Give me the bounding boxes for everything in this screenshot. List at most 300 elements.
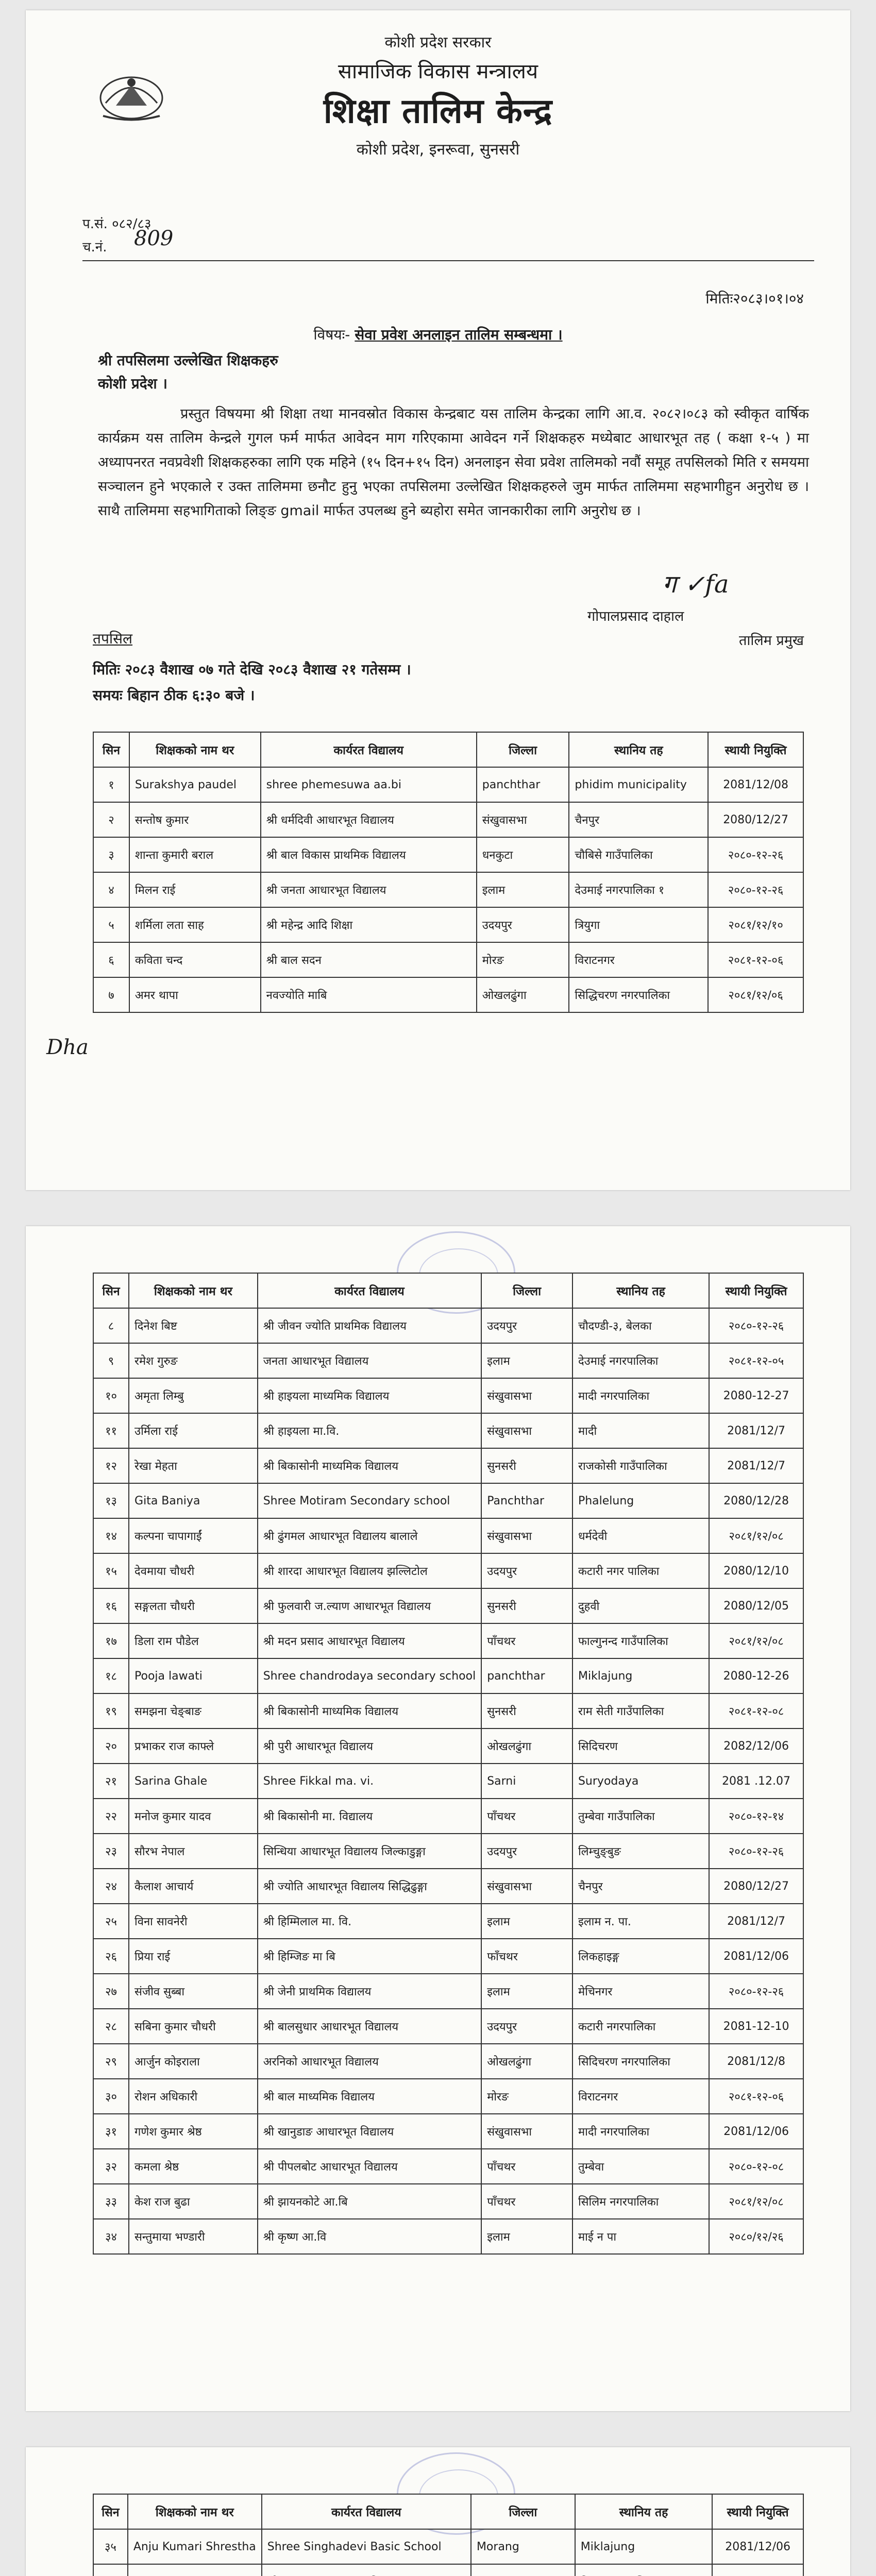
table-row — [93, 977, 803, 1012]
table-row — [93, 2184, 803, 2219]
teacher-name-cell: मिलन राई — [129, 872, 261, 907]
district-header: जिल्ला — [481, 1273, 572, 1308]
local-level-cell: सिदिचरण नगरपालिका — [572, 2044, 709, 2079]
serial-number-header: सिन — [93, 2494, 128, 2529]
teacher-name-cell: देवमाया चौधरी — [129, 1553, 258, 1588]
schedule-date: मितिः २०८३ वैशाख ०७ गते देखि २०८३ वैशाख २१ गतेसम्म । — [93, 661, 411, 678]
local-level-cell: तुम्बेवा गाउँपालिका — [572, 1799, 709, 1834]
appointment-date-cell: 2081/12/08 — [708, 767, 803, 802]
school-cell: सिन्धिया आधारभूत विद्यालय जिल्काडुङ्गा — [258, 1834, 481, 1869]
district-cell: पाँचथर — [481, 2184, 572, 2219]
teacher-name-cell: सबिना कुमार चौधरी — [129, 2009, 258, 2044]
local-level-header: स्थानिय तह — [572, 1273, 709, 1308]
district-cell: इलाम — [481, 1343, 572, 1378]
school-cell: श्री हिम्जिङ मा बि — [258, 1939, 481, 1974]
teacher-name-cell: सन्तोष कुमार — [129, 802, 261, 837]
serial-number-cell: १० — [93, 1378, 129, 1413]
trainee-table-2 — [93, 1273, 804, 2255]
serial-number-cell: ५ — [93, 907, 129, 942]
district-cell: संखुवासभा — [481, 1378, 572, 1413]
trainee-table-3 — [93, 2494, 804, 2576]
school-cell: Shree Motiram Secondary school — [258, 1483, 481, 1518]
teacher-name-cell: Sarina Ghale — [129, 1764, 258, 1799]
subject-line — [26, 325, 850, 344]
appointment-date-cell: 2080-12-27 — [709, 1378, 803, 1413]
table-row — [93, 767, 803, 802]
school-cell: श्री पुरी आधारभूत विद्यालय — [258, 1728, 481, 1764]
serial-number-cell: ८ — [93, 1308, 129, 1343]
teacher-name-cell: आर्जुन कोइराला — [129, 2044, 258, 2079]
district-cell: उदयपुर — [481, 1553, 572, 1588]
local-level-cell: मादी — [572, 1413, 709, 1448]
district-cell: इलाम — [481, 1974, 572, 2009]
district-cell: फाँचथर — [481, 1939, 572, 1974]
appointment-date-cell: २०८०-१२-२६ — [708, 837, 803, 872]
appointment-date-cell: 2080/12/28 — [709, 1483, 803, 1518]
addressee-line-2: कोशी प्रदेश । — [98, 375, 167, 392]
local-level-cell: राम सेती गाउँपालिका — [572, 1693, 709, 1728]
school-cell: श्री मदन प्रसाद आधारभूत विद्यालय — [258, 1623, 481, 1658]
appointment-date-cell: २०८१/१२/१० — [708, 907, 803, 942]
serial-number-cell: ३२ — [93, 2149, 129, 2184]
teacher-name-header: शिक्षकको नाम थर — [129, 732, 261, 767]
subject-text: सेवा प्रवेश अनलाइन तालिम सम्बन्धमा । — [355, 326, 563, 343]
appointment-date-cell: २०८०-१२-०८ — [709, 2149, 803, 2184]
letter-body: प्रस्तुत विषयमा श्री शिक्षा तथा मानवस्रोत विकास केन्द्रबाट यस तालिम केन्द्रका लागि आ.व. २०८२।०८३ को स्वीकृत वार्षिक कार्यक्रम यस तालिम केन्द्रले गुगल फर्म मार्फत आवेदन माग गरिएकामा आवेदन गर्ने शिक्षकहरु मध्येबाट आधारभूत तह ( कक्षा १-५ ) मा अध्यापनरत नवप्रवेशी शिक्षकहरुका लागि एक महिने (१५ दिन+१५ दिन) अनलाइन सेवा प्रवेश तालिमको नवौं समूह तपसिलको मिति र समयमा सञ्चालन हुने भएकाले र उक्त तालिममा छनौट हुनु भएका तपसिलमा उल्लेखित शिक्षकहरुले जुम मार्फत तालिममा सहभागीहुन अनुरोध छ । साथै तालिममा सहभागिताको लिङ्ङ gmail मार्फत उपलब्ध हुने ब्यहोरा समेत जानकारीका लागि अनुरोध छ । — [98, 406, 809, 519]
local-level-cell: लिम्चुङ्बुङ — [572, 1834, 709, 1869]
serial-number-cell: २३ — [93, 1834, 129, 1869]
district-cell: ओखलढुंगा — [481, 2044, 572, 2079]
district-cell: Sarni — [481, 1764, 572, 1799]
local-level-cell: सिद्धिचरण नगरपालिका — [569, 977, 708, 1012]
teacher-name-cell: Pooja lawati — [129, 1658, 258, 1693]
district-cell: उदयपुर — [477, 907, 569, 942]
table-row — [93, 2044, 803, 2079]
local-level-cell: विराटनगर — [569, 942, 708, 977]
teacher-name-cell: दिनेश बिष्ट — [129, 1308, 258, 1343]
local-level-cell: सिलिम नगरपालिका — [572, 2184, 709, 2219]
appointment-date-cell: 2080/12/10 — [709, 1553, 803, 1588]
table-row — [93, 1483, 803, 1518]
teacher-name-cell: कविता चन्द — [129, 942, 261, 977]
appointment-date-cell: २०८१-१२-०६ — [709, 2079, 803, 2114]
appointment-date-cell: २०८१-१२-०८ — [709, 1693, 803, 1728]
local-level-cell: कटारी नगर पालिका — [572, 1553, 709, 1588]
ministry-name: सामाजिक विकास मन्त्रालय — [338, 60, 538, 83]
teacher-name-cell: सन्तुमाया भण्डारी — [129, 2219, 258, 2254]
letter-date: मितिः२०८३।०१।०४ — [705, 290, 804, 307]
appointment-date-cell: 2081/12/7 — [709, 1448, 803, 1483]
teacher-name-header: शिक्षकको नाम थर — [128, 2494, 262, 2529]
district-cell: सुनसरी — [481, 1448, 572, 1483]
local-level-cell: दुहवी — [572, 1588, 709, 1623]
teacher-name-cell: Anju Kumari Shrestha — [128, 2529, 262, 2564]
school-cell: श्री झायनकोटे आ.बि — [258, 2184, 481, 2219]
school-header: कार्यरत विद्यालय — [261, 732, 477, 767]
school-cell: श्री ज्योति आधारभूत विद्यालय सिद्धिढुङ्गा — [258, 1869, 481, 1904]
appointment-date-cell: 2080/12/27 — [709, 1869, 803, 1904]
appointment-date-header: स्थायी नियुक्ति — [712, 2494, 803, 2529]
school-cell: श्री खानुडाङ आधारभूत विद्यालय — [258, 2114, 481, 2149]
serial-number-header: सिन — [93, 1273, 129, 1308]
school-cell: श्री बिकासोनी माध्यमिक विद्यालय — [258, 1448, 481, 1483]
subject-label: विषयः- — [313, 326, 350, 343]
school-cell: Shree Fikkal ma. vi. — [258, 1764, 481, 1799]
school-header: कार्यरत विद्यालय — [262, 2494, 471, 2529]
teacher-name-cell: कैलाश आचार्य — [129, 1869, 258, 1904]
school-cell: श्री जीवन ज्योति प्राथमिक विद्यालय — [258, 1308, 481, 1343]
table-row — [93, 1728, 803, 1764]
school-cell: श्री बिकासोनी मा. विद्यालय — [258, 1799, 481, 1834]
handwritten-signature: ग ✓fa — [662, 570, 729, 599]
school-cell: श्री बाल माध्यमिक विद्यालय — [258, 2079, 481, 2114]
local-level-cell: phidim municipality — [569, 767, 708, 802]
teacher-name-cell: अमृता लिम्बु — [129, 1378, 258, 1413]
teacher-name-cell: विना सावनेरी — [129, 1904, 258, 1939]
appointment-date-cell — [712, 2564, 803, 2576]
table-header-row — [93, 732, 803, 767]
local-level-cell: Miklajung — [575, 2529, 712, 2564]
table-row — [93, 1974, 803, 2009]
appointment-date-cell: २०८१-१२-०५ — [709, 1343, 803, 1378]
district-cell: संखुवासभा — [477, 802, 569, 837]
serial-number-cell: १७ — [93, 1623, 129, 1658]
district-cell: पाँचथर — [481, 1799, 572, 1834]
local-level-cell: लिकहाइङ्ग — [572, 1939, 709, 1974]
appointment-date-cell: २०८१/१२/०८ — [709, 1623, 803, 1658]
teacher-name-cell: समझना चेङ्बाङ — [129, 1693, 258, 1728]
district-cell: उदयपुर — [481, 1834, 572, 1869]
serial-number-cell: १५ — [93, 1553, 129, 1588]
teacher-name-cell: सङ्गलता चौधरी — [129, 1588, 258, 1623]
table-row — [93, 1413, 803, 1448]
training-center-name: शिक्षा तालिम केन्द्र — [323, 91, 553, 131]
appointment-date-cell: 2081 .12.07 — [709, 1764, 803, 1799]
appointment-date-cell: 2081/12/06 — [709, 1939, 803, 1974]
local-level-cell: त्रियुगा — [569, 907, 708, 942]
serial-number-cell: २४ — [93, 1869, 129, 1904]
serial-number-cell: ३१ — [93, 2114, 129, 2149]
appointment-date-cell: 2080-12-26 — [709, 1658, 803, 1693]
school-cell: श्री कृष्ण आ.वि — [258, 2219, 481, 2254]
local-level-header: स्थानिय तह — [575, 2494, 712, 2529]
school-cell: Shree Singhadevi Basic School — [262, 2529, 471, 2564]
teacher-name-cell: Surakshya paudel — [129, 767, 261, 802]
local-level-cell: राजकोसी गाउँपालिका — [572, 1448, 709, 1483]
serial-number-cell: १६ — [93, 1588, 129, 1623]
appointment-date-cell: २०८१/१२/०८ — [709, 1518, 803, 1553]
local-level-cell: Miklajung — [572, 1658, 709, 1693]
local-level-cell: धर्मदेवी — [572, 1518, 709, 1553]
local-level-cell: मेचिनगर — [572, 1974, 709, 2009]
serial-number-cell: ११ — [93, 1413, 129, 1448]
school-cell: श्री फुलवारी ज.ल्याण आधारभूत विद्यालय — [258, 1588, 481, 1623]
serial-number-cell: ३५ — [93, 2529, 128, 2564]
table-row — [93, 1834, 803, 1869]
serial-number-cell: २८ — [93, 2009, 129, 2044]
appointment-date-cell: २०८१/१२/०६ — [708, 977, 803, 1012]
appointment-date-cell: 2081/12/8 — [709, 2044, 803, 2079]
table-row — [93, 1378, 803, 1413]
local-level-cell: देउमाई नगरपालिका १ — [569, 872, 708, 907]
table-row — [93, 1799, 803, 1834]
teacher-name-cell — [128, 2564, 262, 2576]
district-cell: panchthar — [481, 1658, 572, 1693]
teacher-name-cell: प्रभाकर राज काफ्ले — [129, 1728, 258, 1764]
district-cell: पाँचथर — [481, 1623, 572, 1658]
school-cell: श्री जेनी प्राथमिक विद्यालय — [258, 1974, 481, 2009]
teacher-name-cell: रेखा मेहता — [129, 1448, 258, 1483]
appointment-date-cell: 2081/12/7 — [709, 1413, 803, 1448]
teacher-name-cell: रमेश गुरुङ — [129, 1343, 258, 1378]
local-level-cell: मादी नगरपालिका — [572, 1378, 709, 1413]
appointment-date-cell: 2081-12-10 — [709, 2009, 803, 2044]
appointment-date-cell: 2081/12/7 — [709, 1904, 803, 1939]
school-cell: Shree chandrodaya secondary school — [258, 1658, 481, 1693]
district-header: जिल्ला — [471, 2494, 575, 2529]
table-row — [93, 1869, 803, 1904]
appointment-date-cell: २०८०/१२/२६ — [709, 2219, 803, 2254]
serial-number-cell: १३ — [93, 1483, 129, 1518]
table-row — [93, 837, 803, 872]
serial-number-cell: २६ — [93, 1939, 129, 1974]
appointment-date-cell: 2081/12/06 — [709, 2114, 803, 2149]
table-row — [93, 1448, 803, 1483]
teacher-name-cell: प्रिया राई — [129, 1939, 258, 1974]
teacher-name-cell: शान्ता कुमारी बराल — [129, 837, 261, 872]
serial-number-cell: ९ — [93, 1343, 129, 1378]
school-cell: नवज्योति माबि — [261, 977, 477, 1012]
serial-number-cell: ३० — [93, 2079, 129, 2114]
local-level-cell: तुम्बेवा — [572, 2149, 709, 2184]
serial-number-cell: २९ — [93, 2044, 129, 2079]
teacher-name-cell: डिला राम पौडेल — [129, 1623, 258, 1658]
serial-number-cell: २ — [93, 802, 129, 837]
appointment-date-cell: २०८१-१२-०६ — [708, 942, 803, 977]
teacher-name-cell: सौरभ नेपाल — [129, 1834, 258, 1869]
local-level-cell: चैनपुर — [572, 1869, 709, 1904]
serial-number-cell — [93, 2564, 128, 2576]
serial-number-cell: १९ — [93, 1693, 129, 1728]
local-level-cell: चौबिसे गाउँपालिका — [569, 837, 708, 872]
header-divider — [82, 260, 814, 261]
table-row — [93, 872, 803, 907]
dispatch-number: 809 — [134, 227, 174, 250]
table-row — [93, 942, 803, 977]
district-cell: संखुवासभा — [481, 2114, 572, 2149]
serial-number-cell: ३४ — [93, 2219, 129, 2254]
teacher-name-cell: मनोज कुमार यादव — [129, 1799, 258, 1834]
appointment-date-cell: २०८०-१२-२६ — [709, 1308, 803, 1343]
appointment-date-header: स्थायी नियुक्ति — [708, 732, 803, 767]
schedule-time: समयः बिहान ठीक ६:३० बजे । — [93, 687, 255, 704]
serial-number-cell: १२ — [93, 1448, 129, 1483]
table-header-row — [93, 1273, 803, 1308]
signature-block — [587, 567, 804, 649]
district-cell: panchthar — [477, 767, 569, 802]
appointment-date-cell: २०८०-१२-२६ — [709, 1834, 803, 1869]
school-cell: जनता आधारभूत विद्यालय — [258, 1343, 481, 1378]
local-level-cell: इलाम न. पा. — [572, 1904, 709, 1939]
table-row — [93, 2529, 803, 2564]
table-row — [93, 2114, 803, 2149]
district-cell: मोरङ — [481, 2079, 572, 2114]
signatory-name: गोपालप्रसाद दाहाल — [587, 608, 684, 624]
local-level-cell: Phalelung — [572, 1483, 709, 1518]
appointment-date-cell: २०८१/१२/०८ — [709, 2184, 803, 2219]
local-level-header: स्थानिय तह — [569, 732, 708, 767]
table-row — [93, 1904, 803, 1939]
teacher-name-cell: कल्पना चापागाईं — [129, 1518, 258, 1553]
trainee-table-1 — [93, 732, 804, 1013]
school-cell: श्री बाल विकास प्राथमिक विद्यालय — [261, 837, 477, 872]
district-cell: उदयपुर — [481, 1308, 572, 1343]
signatory-title: तालिम प्रमुख — [738, 633, 804, 649]
school-cell: श्री हिम्मिलाल मा. वि. — [258, 1904, 481, 1939]
local-level-cell: कटारी नगरपालिका — [572, 2009, 709, 2044]
school-cell: श्री हाइयला माध्यमिक विद्यालय — [258, 1378, 481, 1413]
local-level-cell: मादी नगरपालिका — [572, 2114, 709, 2149]
serial-number-cell: ७ — [93, 977, 129, 1012]
district-cell: पाँचथर — [481, 2149, 572, 2184]
serial-number-cell: १४ — [93, 1518, 129, 1553]
school-cell: श्री महेन्द्र आदि शिक्षा — [261, 907, 477, 942]
appointment-date-cell: 2082/12/06 — [709, 1728, 803, 1764]
serial-number-cell: २० — [93, 1728, 129, 1764]
letter-page-1 — [26, 10, 850, 1190]
serial-number-cell: १ — [93, 767, 129, 802]
serial-number-cell: ३३ — [93, 2184, 129, 2219]
dispatch-label: च.नं. — [82, 240, 107, 255]
teacher-name-header: शिक्षकको नाम थर — [129, 1273, 258, 1308]
serial-number-cell: ३ — [93, 837, 129, 872]
table-row — [93, 907, 803, 942]
serial-number-cell: १८ — [93, 1658, 129, 1693]
table-row — [93, 1939, 803, 1974]
appointment-date-cell: २०८०-१२-२६ — [708, 872, 803, 907]
school-cell: श्री बिकासोनी माध्यमिक विद्यालय — [258, 1693, 481, 1728]
table-row — [93, 1308, 803, 1343]
district-cell: सुनसरी — [481, 1693, 572, 1728]
district-cell: संखुवासभा — [481, 1518, 572, 1553]
table-row — [93, 2079, 803, 2114]
teacher-name-cell: अमर थापा — [129, 977, 261, 1012]
table-row — [93, 1693, 803, 1728]
district-cell — [471, 2564, 575, 2576]
district-cell: Panchthar — [481, 1483, 572, 1518]
table-row — [93, 2009, 803, 2044]
teacher-name-cell: गणेश कुमार श्रेष्ठ — [129, 2114, 258, 2149]
table-row — [93, 1553, 803, 1588]
letter-page-3 — [26, 2447, 850, 2576]
table-row — [93, 2149, 803, 2184]
local-level-cell: माई न पा — [572, 2219, 709, 2254]
table-row — [93, 1658, 803, 1693]
serial-number-cell: २७ — [93, 1974, 129, 2009]
local-level-cell: Suryodaya — [572, 1764, 709, 1799]
school-cell: श्री पीपलबोट आधारभूत विद्यालय — [258, 2149, 481, 2184]
school-cell: shree phemesuwa aa.bi — [261, 767, 477, 802]
letter-page-2 — [26, 1226, 850, 2411]
appointment-date-cell: २०८०-१२-१४ — [709, 1799, 803, 1834]
district-cell: संखुवासभा — [481, 1869, 572, 1904]
appointment-date-cell: २०८०-१२-२६ — [709, 1974, 803, 2009]
school-cell: श्री जनता आधारभूत विद्यालय — [261, 872, 477, 907]
serial-number-cell: ४ — [93, 872, 129, 907]
appointment-date-cell: 2080/12/27 — [708, 802, 803, 837]
serial-number-cell: ६ — [93, 942, 129, 977]
table-row — [93, 1588, 803, 1623]
table-row — [93, 2219, 803, 2254]
local-level-cell: फाल्गुनन्द गाउँपालिका — [572, 1623, 709, 1658]
teacher-name-cell: शर्मिला लता साह — [129, 907, 261, 942]
serial-number-cell: २५ — [93, 1904, 129, 1939]
serial-number-header: सिन — [93, 732, 129, 767]
appointment-date-header: स्थायी नियुक्ति — [709, 1273, 803, 1308]
school-cell — [262, 2564, 471, 2576]
table-row — [93, 1623, 803, 1658]
handwritten-initial: Dha — [46, 1036, 89, 1059]
school-cell: श्री शारदा आधारभूत विद्यालय झल्लिटोल — [258, 1553, 481, 1588]
serial-number-cell: २२ — [93, 1799, 129, 1834]
local-level-cell — [575, 2564, 712, 2576]
teacher-name-cell: कमला श्रेष्ठ — [129, 2149, 258, 2184]
appointment-date-cell: 2081/12/06 — [712, 2529, 803, 2564]
teacher-name-cell: रोशन अधिकारी — [129, 2079, 258, 2114]
appointment-date-cell: 2080/12/05 — [709, 1588, 803, 1623]
district-cell: संखुवासभा — [481, 1413, 572, 1448]
letterhead — [26, 31, 850, 159]
district-header: जिल्ला — [477, 732, 569, 767]
local-level-cell: चौदण्डी-३, बेलका — [572, 1308, 709, 1343]
district-cell: धनकुटा — [477, 837, 569, 872]
school-cell: श्री ढुंगमल आधारभूत विद्यालय बालाले — [258, 1518, 481, 1553]
district-cell: सुनसरी — [481, 1588, 572, 1623]
district-cell: उदयपुर — [481, 2009, 572, 2044]
reference-number: प.सं. ०८२/८३ — [82, 216, 151, 232]
government-name: कोशी प्रदेश सरकार — [384, 33, 492, 52]
table-row — [93, 1518, 803, 1553]
local-level-cell: चैनपुर — [569, 802, 708, 837]
local-level-cell: सिदिचरण — [572, 1728, 709, 1764]
table-row — [93, 1764, 803, 1799]
teacher-name-cell: केश राज बुढा — [129, 2184, 258, 2219]
local-level-cell: विराटनगर — [572, 2079, 709, 2114]
school-header: कार्यरत विद्यालय — [258, 1273, 481, 1308]
addressee-line-1: श्री तपसिलमा उल्लेखित शिक्षकहरु — [98, 352, 278, 369]
table-row — [93, 1343, 803, 1378]
schedule-heading: तपसिल — [93, 630, 133, 647]
teacher-name-cell: Gita Baniya — [129, 1483, 258, 1518]
district-cell: मोरङ — [477, 942, 569, 977]
teacher-name-cell: उर्मिला राई — [129, 1413, 258, 1448]
district-cell: ओखलढुंगा — [477, 977, 569, 1012]
teacher-name-cell: संजीव सुब्बा — [129, 1974, 258, 2009]
district-cell: इलाम — [481, 2219, 572, 2254]
center-address: कोशी प्रदेश, इनरूवा, सुनसरी — [356, 141, 520, 159]
school-cell: श्री हाइयला मा.वि. — [258, 1413, 481, 1448]
district-cell: ओखलढुंगा — [481, 1728, 572, 1764]
table-row — [93, 2564, 803, 2576]
table-row — [93, 802, 803, 837]
district-cell: इलाम — [481, 1904, 572, 1939]
school-cell: श्री बाल सदन — [261, 942, 477, 977]
local-level-cell: देउमाई नगरपालिका — [572, 1343, 709, 1378]
school-cell: श्री बालसुधार आधारभूत विद्यालय — [258, 2009, 481, 2044]
table-header-row — [93, 2494, 803, 2529]
district-cell: Morang — [471, 2529, 575, 2564]
school-cell: श्री धर्मदिवी आधारभूत विद्यालय — [261, 802, 477, 837]
